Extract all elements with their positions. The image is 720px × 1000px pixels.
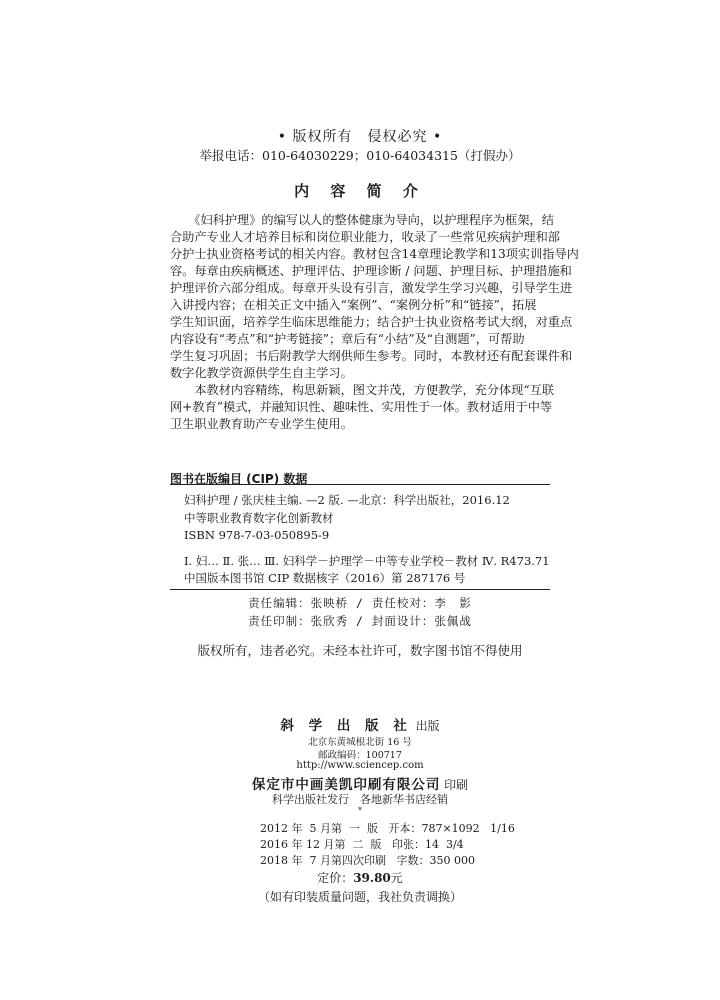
publisher-address: 北京东黄城根北街 16 号 bbox=[308, 737, 412, 748]
intro-line: 分护士执业资格考试的相关内容。教材包含14章理论教学和13项实训指导内 bbox=[170, 247, 579, 261]
cip-line: 妇科护理 / 张庆桂主编. —2 版. —北京：科学出版社，2016.12 bbox=[184, 493, 510, 507]
print-row: 2016 年 12 月第 二 版 印张：14 3/4 bbox=[260, 838, 464, 851]
intro-line: 本教材内容精练，构思新颖，图文并茂，方便教学，充分体现“互联 bbox=[170, 383, 555, 397]
intro-text bbox=[170, 212, 579, 433]
printer-role: 印刷 bbox=[444, 778, 469, 792]
cip-line: ISBN 978-7-03-050895-9 bbox=[184, 528, 330, 542]
publisher-postcode: 邮政编码：100717 bbox=[318, 750, 402, 761]
publisher-url: http://www.sciencep.com bbox=[296, 760, 424, 771]
price-line bbox=[0, 869, 720, 886]
price-label: 定价： bbox=[317, 871, 354, 885]
cip-line: 中等职业教育数字化创新教材 bbox=[184, 511, 334, 525]
separator-mark: * bbox=[358, 806, 362, 815]
intro-line: 数字化教学资源供学生自主学习。 bbox=[170, 366, 353, 380]
report-phone: 举报电话：010-64030229；010-64034315（打假办） bbox=[199, 148, 521, 163]
intro-line: 《妇科护理》的编写以人的整体健康为导向，以护理程序为框架，结 bbox=[170, 213, 554, 227]
editors-line: 责任编辑：张映桥 / 责任校对：李 影 bbox=[248, 596, 472, 610]
intro-line: 学生知识面，培养学生临床思维能力；结合护士执业资格考试大纲，对重点 bbox=[170, 315, 573, 329]
intro-line: 合助产专业人才培养目标和岗位职业能力，收录了一些常见疾病护理和部 bbox=[170, 230, 560, 244]
printer-line bbox=[0, 773, 720, 793]
intro-line: 入讲授内容；在相关正文中插入“案例”、“案例分析”和“链接”，拓展 bbox=[170, 298, 537, 312]
publisher-name: 斜 学 出 版 社 bbox=[280, 718, 412, 734]
distribution-line: 科学出版社发行 各地新华书店经销 bbox=[272, 793, 448, 806]
editors-line: 责任印制：张欣秀 / 封面设计：张佩战 bbox=[248, 614, 472, 628]
cip-line: Ⅰ. 妇… Ⅱ. 张… Ⅲ. 妇科学－护理学－中等专业学校－教材 Ⅳ. R473.71 bbox=[184, 554, 550, 568]
intro-title: 内 容 简 介 bbox=[294, 182, 426, 200]
print-row: 2018 年 7 月第四次印刷 字数：350 000 bbox=[260, 854, 475, 867]
publisher-role: 出版 bbox=[415, 719, 440, 733]
publisher-line bbox=[0, 714, 720, 734]
intro-line: 容。每章由疾病概述、护理评估、护理诊断 / 问题、护理目标、护理措施和 bbox=[170, 264, 572, 278]
intro-line: 网+教育”模式，并融知识性、趣味性、实用性于一体。教材适用于中等 bbox=[170, 400, 553, 414]
intro-line: 护理评价六部分组成。每章开头设有引言，激发学生学习兴趣，引导学生进 bbox=[170, 281, 573, 295]
intro-line: 内容设有“考点”和“护考链接”；章后有“小结”及“自测题”，可帮助 bbox=[170, 332, 525, 346]
usage-notice: 版权所有，违者必究。未经本社许可，数字图书馆不得使用 bbox=[197, 643, 523, 658]
intro-line: 卫生职业教育助产专业学生使用。 bbox=[170, 417, 353, 431]
cip-divider-top bbox=[170, 484, 550, 485]
copyright-line: • 版权所有 侵权必究 • bbox=[277, 129, 443, 145]
cip-divider-bottom bbox=[170, 589, 550, 590]
cip-heading: 图书在版编目 (CIP) 数据 bbox=[170, 472, 308, 486]
quality-note: （如有印装质量问题，我社负责调换） bbox=[257, 890, 462, 904]
price-value: 39.80 bbox=[353, 871, 391, 885]
cip-line: 中国版本图书馆 CIP 数据核字（2016）第 287176 号 bbox=[184, 571, 466, 585]
printer-name: 保定市中画美凯印刷有限公司 bbox=[251, 777, 441, 793]
price-unit: 元 bbox=[390, 871, 403, 885]
intro-line: 学生复习巩固；书后附教学大纲供师生参考。同时，本教材还有配套课件和 bbox=[170, 349, 573, 363]
print-row: 2012 年 5 月第 一 版 开本：787×1092 1/16 bbox=[260, 822, 515, 835]
